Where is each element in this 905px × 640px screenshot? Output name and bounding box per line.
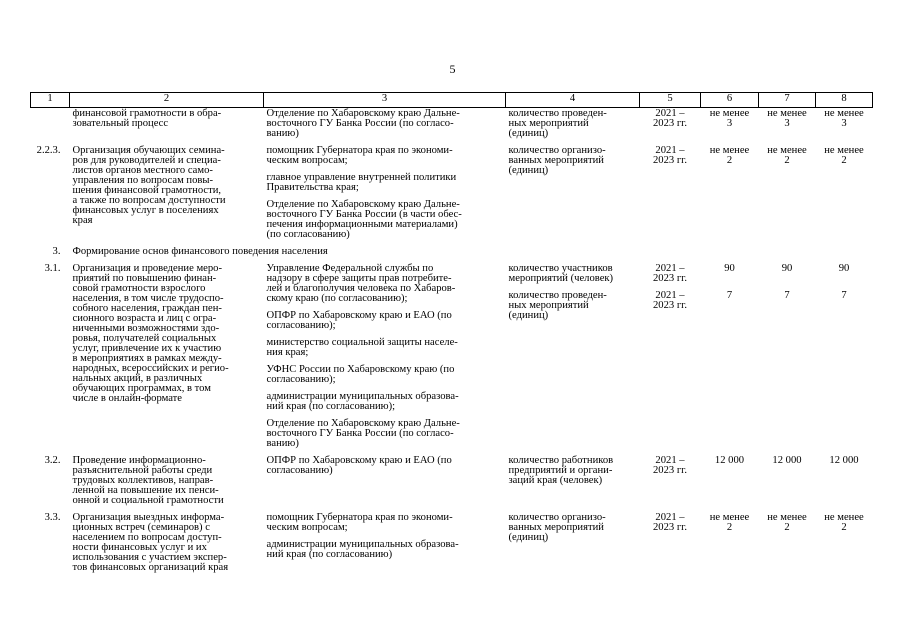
value-entry: не менее 2 [824,145,864,166]
executor-entry: Отделение по Хабаровскому краю Дальне- восточного ГУ Банка России (по согласо- ванию) [266,108,460,139]
value-2021-cell [701,453,759,510]
executors-cell [264,143,506,244]
value-entry: 90 [838,263,850,274]
row-number: 3.2. [44,455,61,466]
period-entry: 2021 – 2023 гг. [653,455,687,476]
table-body [31,108,873,578]
table-row [31,261,873,453]
table-row [31,143,873,244]
executor-entry: администрации муниципальных образова- ний края (по согласованию) [266,539,459,560]
page-number: 5 [449,62,456,76]
period-cell [640,510,701,577]
table-row [31,244,873,261]
value-entry: 7 [841,290,847,301]
value-entry: 90 [781,263,793,274]
value-entry: не менее 2 [767,512,807,533]
activity-name: Организация обучающих семина- ров для руководителей и специа- листов органов местного само- управления по вопросам повы- шения финансовой грамотности, а также по вопросам доступности финансовых услуг в поселениях края [72,145,226,226]
table-row [31,510,873,577]
indicator-entry: количество организо- ванных мероприятий (единиц) [508,145,606,176]
executors-cell [264,453,506,510]
value-entry: 7 [784,290,790,301]
period-entry: 2021 – 2023 гг. [653,512,687,533]
header-cell: 5 [640,93,701,108]
value-2022-cell [759,510,816,577]
row-number [31,108,70,144]
period-entry: 2021 – 2023 гг. [653,108,687,129]
header-cell: 1 [31,93,70,108]
value-entry: не менее 2 [767,145,807,166]
value-2021-cell [701,108,759,144]
period-cell [640,108,701,144]
executors-cell [264,108,506,144]
value-entry: не менее 3 [824,108,864,129]
executor-entry: ОПФР по Хабаровскому краю и ЕАО (по согласованию); [266,310,452,331]
activity-name: финансовой грамотности в обра- зовательный процесс [72,108,222,129]
header-cell: 3 [264,93,506,108]
value-2023-cell [816,510,873,577]
executor-entry: Отделение по Хабаровскому краю Дальне- восточного ГУ Банка России (в части обес- печения информационными материалами) (по согласованию) [266,199,462,240]
value-2021-cell [701,510,759,577]
table-row [31,453,873,510]
executors-cell [264,510,506,577]
value-2023-cell [816,143,873,244]
value-entry: не менее 3 [767,108,807,129]
value-entry: 12 000 [829,455,859,466]
executor-entry: главное управление внутренней политики Правительства края; [266,172,457,193]
indicator-entry: количество организо- ванных мероприятий (единиц) [508,512,606,543]
executor-entry: УФНС России по Хабаровскому краю (по согласованию); [266,364,455,385]
value-entry: не менее 2 [709,145,750,166]
executor-entry: ОПФР по Хабаровскому краю и ЕАО (по согласованию) [266,455,452,476]
header-cell: 7 [759,93,816,108]
header-cell: 6 [701,93,759,108]
value-2023-cell [816,453,873,510]
executor-entry: помощник Губернатора края по экономи- ческим вопросам; [266,145,453,166]
value-2022-cell [759,108,816,144]
value-entry: не менее 2 [824,512,864,533]
indicator-entry: количество проведен- ных мероприятий (единиц) [508,290,607,321]
indicator-entry: количество работников предприятий и органи- заций края (человек) [508,455,614,486]
indicator-cell [506,261,640,453]
period-entry: 2021 – 2023 гг. [653,145,687,166]
row-number: 3.3. [44,512,61,523]
header-row [31,93,873,108]
value-entry: не менее 2 [709,512,750,533]
row-number: 3.1. [44,263,61,274]
activity-name: Организация и проведение меро- приятий по повышению финан- совой грамотности взрослого населения, в том числе трудоспо- собного населения, граждан пен- сионного возраста и лиц с огра- ниченными возможностями здо- ровья, получателей социальных услуг, привлечение их к участию в мероприятиях в рамках между- народных, всероссийских и регио- нальных акций, в различных обучающих программах, в том числе в онлайн-формате [72,263,229,404]
period-cell [640,453,701,510]
period-entry: 2021 – 2023 гг. [653,263,687,284]
value-2022-cell [759,143,816,244]
indicator-cell [506,143,640,244]
value-2023-cell [816,108,873,144]
value-2022-cell [759,261,816,453]
value-2022-cell [759,453,816,510]
section-title: Формирование основ финансового поведения населения [72,246,328,257]
indicator-cell [506,510,640,577]
activity-name: Проведение информационно- разъяснительной работы среди трудовых коллективов, направ- ленной на повышение их пенси- онной и социальной грамотности [72,455,224,506]
executor-entry: помощник Губернатора края по экономи- ческим вопросам; [266,512,453,533]
value-2021-cell [701,261,759,453]
indicator-entry: количество проведен- ных мероприятий (единиц) [508,108,607,139]
executor-entry: министерство социальной защиты населе- ния края; [266,337,458,358]
value-2021-cell [701,143,759,244]
value-entry: 12 000 [714,455,745,466]
row-number: 3. [52,246,61,257]
header-cell: 2 [70,93,264,108]
period-cell [640,143,701,244]
period-cell [640,261,701,453]
value-entry: не менее 3 [709,108,750,129]
executor-entry: Отделение по Хабаровскому краю Дальне- восточного ГУ Банка России (по согласо- ванию) [266,418,460,449]
value-entry: 7 [726,290,733,301]
indicator-cell [506,108,640,144]
executor-entry: Управление Федеральной службы по надзору в сфере защиты прав потребите- лей и благополучия человека по Хабаров- скому краю (по согласованию); [266,263,456,304]
executors-cell [264,261,506,453]
value-entry: 12 000 [772,455,802,466]
period-entry: 2021 – 2023 гг. [653,290,687,311]
indicator-entry: количество участников мероприятий (человек) [508,263,614,284]
row-number: 2.2.3. [36,145,61,156]
indicator-cell [506,453,640,510]
activity-name: Организация выездных информа- ционных встреч (семинаров) с населением по вопросам доступ- ности финансовых услуг и их использования с участием экспер- тов финансовых организаций края [72,512,229,573]
table-row [31,108,873,144]
executor-entry: администрации муниципальных образова- ний края (по согласованию); [266,391,459,412]
plan-table [30,92,873,577]
value-2023-cell [816,261,873,453]
header-cell: 4 [506,93,640,108]
value-entry: 90 [724,263,735,274]
header-cell: 8 [816,93,873,108]
